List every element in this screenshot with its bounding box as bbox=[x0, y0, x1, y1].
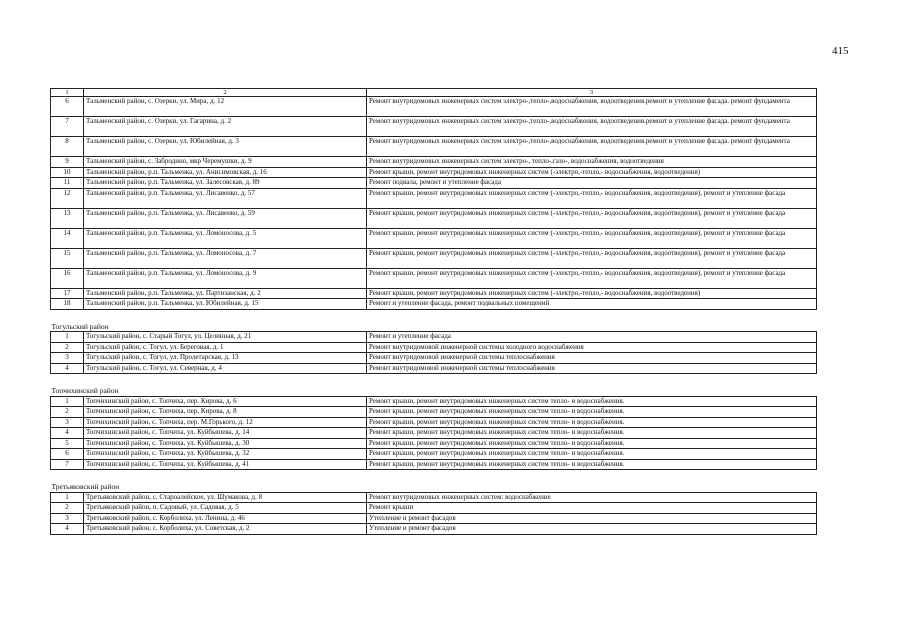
work-description-cell: Ремонт внутридомовой инженерной системы теплоснабжения bbox=[367, 363, 817, 374]
table-row bbox=[51, 188, 817, 208]
table-row bbox=[51, 524, 817, 535]
work-description-cell: Утепление и ремонт фасадов bbox=[367, 513, 817, 524]
address-cell: Тальменский район, р.п. Тальменка, ул. Ломоносова, д. 7 bbox=[84, 248, 367, 268]
address-cell: Топчихинский район, с. Топчиха, ул. Куйбышева, д. 14 bbox=[84, 428, 367, 439]
address-cell: Третьяковский район, с. Корболиха, ул. Ленина, д. 46 bbox=[84, 513, 367, 524]
work-description-cell: Ремонт крыши, ремонт внутридомовых инженерных систем тепло- и водоснабжения. bbox=[367, 459, 817, 470]
work-description-cell: Ремонт крыши, ремонт внутридомовых инженерных систем (-электро,-тепло,- водоснабжения, водоотведения), ремонт и утепление фасада bbox=[367, 228, 817, 248]
work-description-cell: Ремонт крыши, ремонт внутридомовых инженерных систем (-электро,-тепло,- водоснабжения, водоотведения), ремонт и утепление фасада bbox=[367, 188, 817, 208]
table-row bbox=[51, 342, 817, 353]
row-number: 5 bbox=[51, 438, 84, 449]
address-cell: Третьяковский район, с. Староалейское, ул. Шумакова, д. 8 bbox=[84, 492, 367, 503]
row-number: 14 bbox=[51, 228, 84, 248]
address-cell: Топчихинский район, с. Топчиха, пер. Кирова, д. 8 bbox=[84, 407, 367, 418]
work-description-cell: Ремонт крыши, ремонт внутридомовых инженерных систем (-электро,-тепло,- водоснабжения, водоотведения), ремонт и утепление фасада bbox=[367, 268, 817, 288]
row-number: 7 bbox=[51, 459, 84, 470]
row-number: 11 bbox=[51, 178, 84, 189]
address-cell: Топчихинский район, с. Топчиха, пер. Кирова, д. 6 bbox=[84, 396, 367, 407]
table-row bbox=[51, 449, 817, 460]
address-cell: Тогульский район, с. Тогул, ул. Пролетарская, д. 13 bbox=[84, 353, 367, 364]
table-header-row bbox=[51, 89, 817, 97]
row-number: 18 bbox=[51, 299, 84, 310]
row-number: 2 bbox=[51, 342, 84, 353]
address-cell: Тальменский район, с. Озерки, ул. Мира, д. 12 bbox=[84, 97, 367, 117]
work-description-cell: Ремонт и утепление фасада, ремонт подвальных помещений bbox=[367, 299, 817, 310]
table-row bbox=[51, 208, 817, 228]
address-cell: Тальменский район, р.п. Тальменка, ул. Анисимовская, д. 16 bbox=[84, 167, 367, 178]
row-number: 8 bbox=[51, 137, 84, 157]
work-description-cell: Ремонт крыши, ремонт внутридомовых инженерных систем (-электро,-тепло,- водоснабжения, водоотведения), ремонт и утепление фасада bbox=[367, 248, 817, 268]
table-row bbox=[51, 117, 817, 137]
row-number: 2 bbox=[51, 407, 84, 418]
address-cell: Топчихинский район, с. Топчиха, ул. Куйбышева, д. 32 bbox=[84, 449, 367, 460]
row-number: 6 bbox=[51, 97, 84, 117]
address-cell: Топчихинский район, с. Топчиха, ул. Куйбышева, д. 30 bbox=[84, 438, 367, 449]
address-cell: Тальменский район, р.п. Тальменка, ул. Юбилейная, д. 15 bbox=[84, 299, 367, 310]
table-row bbox=[51, 97, 817, 117]
work-description-cell: Утепление и ремонт фасадов bbox=[367, 524, 817, 535]
header-col-2: 2 bbox=[84, 89, 367, 97]
table-row bbox=[51, 459, 817, 470]
row-number: 7 bbox=[51, 117, 84, 137]
work-description-cell: Ремонт внутридомовых инженерных систем электро-,тепло-,водоснабжения, водоотведения.ремонт и утепление фасада. ремонт фундамента bbox=[367, 137, 817, 157]
header-col-1: 1 bbox=[51, 89, 84, 97]
work-description-cell: Ремонт крыши, ремонт внутридомовых инженерных систем (-электро,-тепло,- водоснабжения, водоотведения) bbox=[367, 288, 817, 299]
row-number: 4 bbox=[51, 363, 84, 374]
address-cell: Тогульский район, с. Старый Тогул, ул. Целинная, д. 21 bbox=[84, 332, 367, 343]
region-heading: Тогульский район bbox=[51, 321, 109, 331]
row-number: 17 bbox=[51, 288, 84, 299]
page-number: 415 bbox=[832, 45, 849, 57]
work-description-cell: Ремонт крыши, ремонт внутридомовых инженерных систем тепло- и водоснабжения. bbox=[367, 396, 817, 407]
table-row bbox=[51, 248, 817, 268]
row-number: 3 bbox=[51, 417, 84, 428]
table-row bbox=[51, 396, 817, 407]
address-cell: Тальменский район, р.п. Тальменка, ул. Ломоносова, д. 5 bbox=[84, 228, 367, 248]
row-number: 4 bbox=[51, 428, 84, 439]
table-row bbox=[51, 332, 817, 343]
table-row bbox=[51, 513, 817, 524]
table-row bbox=[51, 178, 817, 189]
address-cell: Тальменский район, р.п. Тальменка, ул. Партизанская, д. 2 bbox=[84, 288, 367, 299]
row-number: 1 bbox=[51, 332, 84, 343]
table-row bbox=[51, 353, 817, 364]
table-row bbox=[51, 428, 817, 439]
address-cell: Третьяковский район, с. Корболиха, ул. Советская, д. 2 bbox=[84, 524, 367, 535]
address-cell: Третьяковский район, п. Садовый, ул. Садовая, д. 5 bbox=[84, 503, 367, 514]
table-row bbox=[51, 417, 817, 428]
table-row bbox=[51, 407, 817, 418]
work-description-cell: Ремонт внутридомовой инженерной системы холодного водоснабжения bbox=[367, 342, 817, 353]
address-cell: Тальменский район, с. Озерки, ул. Юбилейная, д. 3 bbox=[84, 137, 367, 157]
work-description-cell: Ремонт внутридомовых инженерных систем электро-, тепло-,газо-, водоснабжения, водоотведения bbox=[367, 157, 817, 168]
work-description-cell: Ремонт подвала, ремонт и утепление фасада bbox=[367, 178, 817, 189]
address-cell: Тальменский район, р.п. Тальменка, ул. Лисавенко, д. 59 bbox=[84, 208, 367, 228]
region-heading: Третьяковский район bbox=[51, 482, 120, 491]
row-number: 6 bbox=[51, 449, 84, 460]
address-cell: Тальменский район, р.п. Тальменка, ул. Залесовская, д. 89 bbox=[84, 178, 367, 189]
work-description-cell: Ремонт крыши, ремонт внутридомовых инженерных систем тепло- и водоснабжения. bbox=[367, 438, 817, 449]
row-number: 15 bbox=[51, 248, 84, 268]
work-description-cell: Ремонт внутридомовых инженерных систем электро-,тепло-,водоснабжения, водоотведения.ремонт и утепление фасада. ремонт фундамента bbox=[367, 117, 817, 137]
row-number: 3 bbox=[51, 513, 84, 524]
table-row bbox=[51, 157, 817, 168]
work-description-cell: Ремонт крыши, ремонт внутридомовых инженерных систем тепло- и водоснабжения. bbox=[367, 449, 817, 460]
work-description-cell: Ремонт крыши, ремонт внутридомовых инженерных систем тепло- и водоснабжения. bbox=[367, 417, 817, 428]
row-number: 2 bbox=[51, 503, 84, 514]
table-row bbox=[51, 167, 817, 178]
row-number: 12 bbox=[51, 188, 84, 208]
table-row bbox=[51, 503, 817, 514]
work-description-cell: Ремонт внутридомовой инженерной системы теплоснабжения bbox=[367, 353, 817, 364]
table-row bbox=[51, 268, 817, 288]
work-description-cell: Ремонт крыши bbox=[367, 503, 817, 514]
row-number: 1 bbox=[51, 396, 84, 407]
address-cell: Тальменский район, р.п. Тальменка, ул. Ломоносова, д. 9 bbox=[84, 268, 367, 288]
address-cell: Топчихинский район, с. Топчиха, ул. Куйбышева, д. 41 bbox=[84, 459, 367, 470]
row-number: 1 bbox=[51, 492, 84, 503]
address-cell: Топчихинский район, с. Топчиха, пер. М.Горького, д. 12 bbox=[84, 417, 367, 428]
work-description-cell: Ремонт крыши, ремонт внутридомовых инженерных систем (-электро,-тепло,- водоснабжения, водоотведения), ремонт и утепление фасада bbox=[367, 208, 817, 228]
work-description-cell: Ремонт крыши, ремонт внутридомовых инженерных систем (-электро,-тепло,- водоснабжения, водоотведения) bbox=[367, 167, 817, 178]
work-description-cell: Ремонт крыши, ремонт внутридомовых инженерных систем тепло- и водоснабжения. bbox=[367, 407, 817, 418]
address-cell: Тогульский район, с. Тогул, ул. Северная, д. 4 bbox=[84, 363, 367, 374]
work-description-cell: Ремонт внутридомовых инженерных систем: водоснабжение bbox=[367, 492, 817, 503]
row-number: 16 bbox=[51, 268, 84, 288]
repair-schedule-table bbox=[50, 88, 817, 535]
work-description-cell: Ремонт внутридомовых инженерных систем электро-,тепло-,водоснабжения, водоотведения.ремонт и утепление фасада. ремонт фундамента bbox=[367, 97, 817, 117]
address-cell: Тогульский район, с. Тогул, ул. Береговая, д. 1 bbox=[84, 342, 367, 353]
address-cell: Тальменский район, с. Озерки, ул. Гагарина, д. 2 bbox=[84, 117, 367, 137]
region-heading: Топчихинский район bbox=[51, 386, 119, 395]
header-col-3: 3 bbox=[367, 89, 817, 97]
address-cell: Тальменский район, с. Забродино, мкр Черемушки, д. 9 bbox=[84, 157, 367, 168]
table-row bbox=[51, 299, 817, 310]
work-description-cell: Ремонт крыши, ремонт внутридомовых инженерных систем тепло- и водоснабжения. bbox=[367, 428, 817, 439]
work-description-cell: Ремонт и утепление фасада bbox=[367, 332, 817, 343]
row-number: 3 bbox=[51, 353, 84, 364]
table-row bbox=[51, 363, 817, 374]
region-heading-row bbox=[51, 374, 817, 397]
table-row bbox=[51, 228, 817, 248]
table-row bbox=[51, 288, 817, 299]
table-row bbox=[51, 137, 817, 157]
region-heading-row bbox=[51, 470, 817, 493]
row-number: 13 bbox=[51, 208, 84, 228]
row-number: 10 bbox=[51, 167, 84, 178]
row-number: 9 bbox=[51, 157, 84, 168]
table-row bbox=[51, 438, 817, 449]
region-heading-row bbox=[51, 309, 817, 332]
table-row bbox=[51, 492, 817, 503]
address-cell: Тальменский район, р.п. Тальменка, ул. Лисавенко, д. 57 bbox=[84, 188, 367, 208]
row-number: 4 bbox=[51, 524, 84, 535]
